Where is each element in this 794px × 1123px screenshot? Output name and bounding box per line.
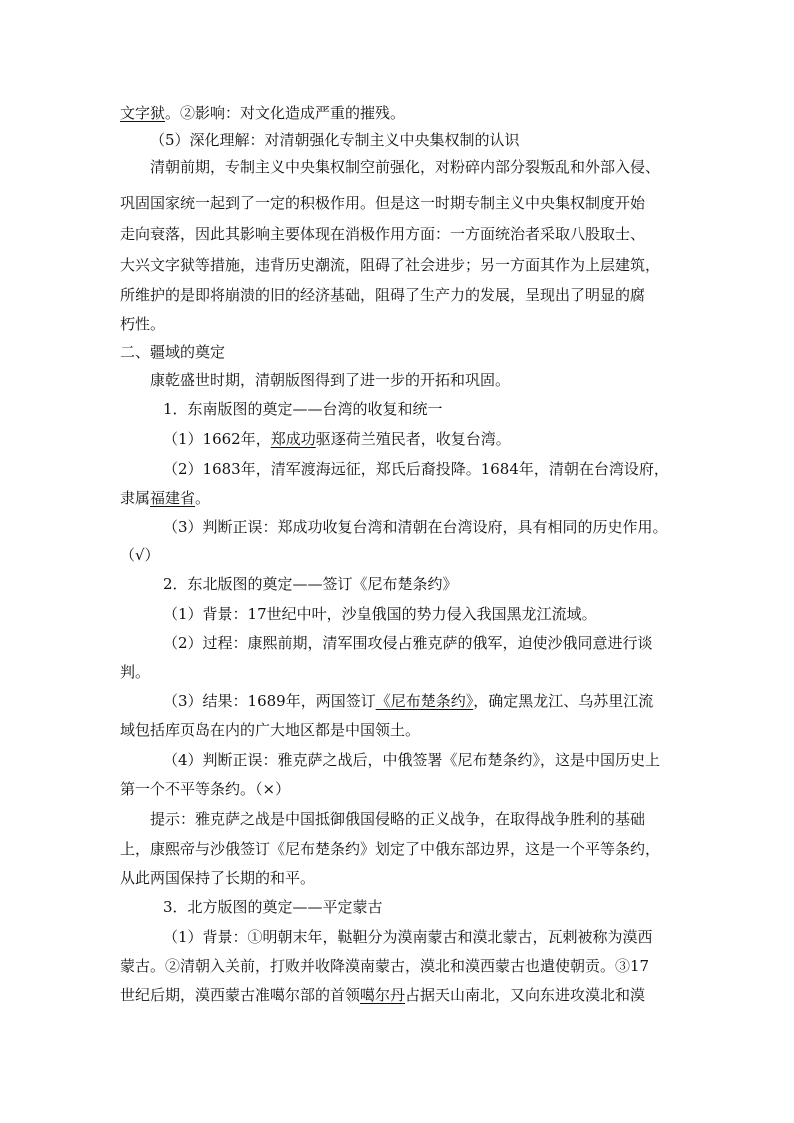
- paragraph-line: 走向衰落，因此其影响主要体现在消极作用方面：一方面统治者采取八股取士、: [120, 225, 646, 243]
- section-heading: 二、疆域的奠定: [120, 343, 226, 361]
- text-line: （3）结果：1689年，两国签订《尼布楚条约》，确定黑龙江、乌苏里江流: [163, 692, 654, 710]
- subsection-heading: （5）深化理解：对清朝强化专制主义中央集权制的认识: [150, 131, 520, 149]
- paragraph-line: 提示：雅克萨之战是中国抵御俄国侵略的正义战争，在取得战争胜利的基础: [150, 810, 646, 828]
- text-line: 文字狱。②影响：对文化造成严重的摧残。: [120, 104, 406, 122]
- text-line: （4）判断正误：雅克萨之战后，中俄签署《尼布楚条约》，这是中国历史上: [163, 751, 661, 769]
- subsection-heading: 1．东南版图的奠定——台湾的收复和统一: [163, 400, 443, 418]
- key-term: 《尼布楚条约》: [375, 692, 474, 710]
- text-line: （3）判断正误：郑成功收复台湾和清朝在台湾设府，具有相同的历史作用。: [163, 518, 668, 536]
- answer-mark: （√）: [120, 546, 160, 564]
- paragraph-line: 巩固国家统一起到了一定的积极作用。但是这一时期专制主义中央集权制度开始: [120, 194, 646, 212]
- key-term: 文字狱: [120, 104, 166, 122]
- text-line: （2）过程：康熙前期，清军围攻侵占雅克萨的俄军，迫使沙俄同意进行谈: [163, 634, 653, 652]
- paragraph-line: 大兴文字狱等措施，违背历史潮流，阻碍了社会进步；另一方面其作为上层建筑，: [120, 256, 661, 274]
- text-line: 蒙古。②清朝入关前，打败并收降漠南蒙古，漠北和漠西蒙古也遣使朝贡。③17: [120, 957, 650, 975]
- paragraph-line: 上，康熙帝与沙俄签订《尼布楚条约》划定了中俄东部边界，这是一个平等条约，: [120, 840, 661, 858]
- paragraph-line: 朽性。: [120, 315, 166, 333]
- text-line: （1）背景：①明朝末年，鞑靼分为漠南蒙古和漠北蒙古，瓦剌被称为漠西: [163, 928, 653, 946]
- text-line: 域包括库页岛在内的广大地区都是中国领土。: [120, 721, 421, 739]
- text-line: （1）背景：17世纪中叶，沙皇俄国的势力侵入我国黑龙江流域。: [163, 605, 597, 623]
- text-line: 判。: [120, 663, 151, 681]
- text-line: （1）1662年，郑成功驱逐荷兰殖民者，收复台湾。: [163, 430, 511, 448]
- text-line: 隶属福建省。: [120, 489, 211, 507]
- text-line: 世纪后期，漠西蒙古准噶尔部的首领噶尔丹占据天山南北，又向东进攻漠北和漠: [120, 986, 646, 1004]
- paragraph-line: 清朝前期，专制主义中央集权制空前强化，对粉碎内部分裂叛乱和外部入侵、: [150, 158, 661, 176]
- paragraph-line: 所维护的是即将崩溃的旧的经济基础，阻碍了生产力的发展，呈现出了明显的腐: [120, 286, 646, 304]
- paragraph-line: 从此两国保持了长期的和平。: [120, 869, 316, 887]
- subsection-heading: 3．北方版图的奠定——平定蒙古: [163, 898, 383, 916]
- key-term: 福建省: [150, 489, 196, 507]
- subsection-heading: 2．东北版图的奠定——签订《尼布楚条约》: [163, 575, 458, 593]
- paragraph-line: 康乾盛世时期，清朝版图得到了进一步的开拓和巩固。: [150, 371, 511, 389]
- key-term: 郑成功: [270, 430, 316, 448]
- text-line: （2）1683年，清军渡海远征，郑氏后裔投降。1684年，清朝在台湾设府，: [163, 460, 669, 478]
- text-line: 第一个不平等条约。（×）: [120, 780, 291, 798]
- key-term: 噶尔丹: [360, 986, 406, 1004]
